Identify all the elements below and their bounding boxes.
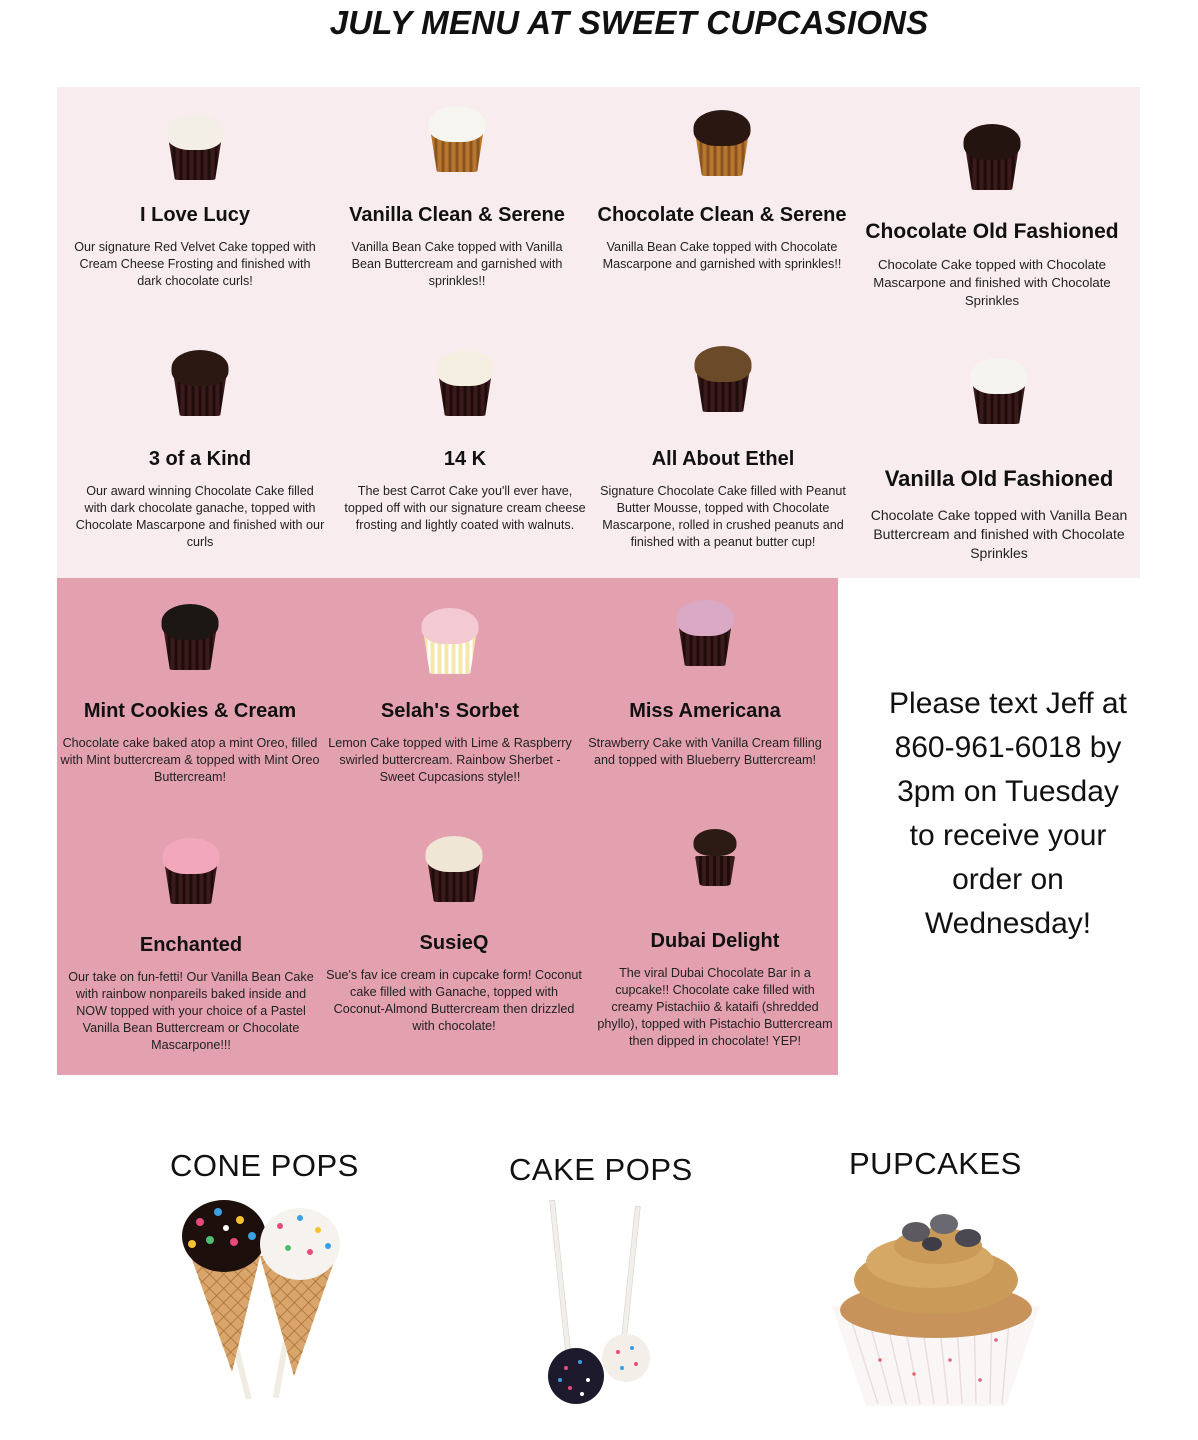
item-name: Vanilla Clean & Serene — [349, 204, 565, 226]
cupcake-image — [689, 830, 741, 886]
item-description: Lemon Cake topped with Lime & Raspberry swirled buttercream. Rainbow Sherbet - Sweet Cupcasions style!! — [328, 736, 572, 784]
item-name: 3 of a Kind — [148, 448, 252, 470]
cupcake-image — [155, 590, 225, 670]
item-name: Dubai Delight — [650, 930, 780, 952]
order-line: to receive your — [909, 819, 1107, 852]
menu-item-chocolate-clean-serene — [592, 100, 852, 273]
item-name: Miss Americana — [629, 700, 781, 722]
menu-item-chocolate-old-fashioned — [858, 110, 1126, 310]
cupcake-image — [415, 590, 485, 674]
menu-item-susieq — [326, 820, 582, 1035]
cupcake-image — [964, 352, 1034, 424]
item-name: Chocolate Clean & Serene — [597, 204, 847, 226]
order-line: 3pm on Tuesday — [897, 775, 1119, 808]
item-name: Vanilla Old Fashioned — [884, 466, 1114, 491]
item-name: SusieQ — [419, 932, 489, 954]
item-name: I Love Lucy — [139, 204, 251, 226]
menu-item-vanilla-clean-serene — [336, 100, 578, 290]
cupcake-frosting — [422, 608, 479, 644]
menu-title: JULY MENU AT SWEET CUPCASIONS — [329, 4, 929, 41]
item-description: Our signature Red Velvet Cake topped with Cream Cheese Frosting and finished with dark chocolate curls! — [74, 240, 316, 288]
cupcake-image — [687, 100, 757, 176]
menu-item-selahs-sorbet — [326, 590, 574, 786]
item-description: Our take on fun-fetti! Our Vanilla Bean Cake with rainbow nonpareils baked inside and NOW topped with your choice of a Pastel Vanilla Bean Buttercream or Chocolate Mascarpone!!! — [68, 970, 314, 1052]
item-description: The viral Dubai Chocolate Bar in a cupcake!! Chocolate cake filled with creamy Pistachiio & kataifi (shredded phyllo), topped with Pistachio Buttercream then dipped in chocolate! YEP! — [597, 966, 833, 1048]
cupcake-frosting — [163, 838, 220, 874]
cupcake-frosting — [964, 124, 1021, 160]
item-description: Vanilla Bean Cake topped with Chocolate Mascarpone and garnished with sprinkles!! — [602, 240, 842, 271]
cupcake-wrapper — [695, 856, 735, 886]
cupcake-frosting — [694, 110, 751, 146]
cupcake-frosting — [971, 358, 1028, 394]
cupcake-frosting — [429, 106, 486, 142]
menu-item-mint-cookies-cream — [60, 590, 320, 786]
item-name: Chocolate Old Fashioned — [865, 220, 1119, 243]
cupcake-frosting — [677, 600, 734, 636]
item-name: Selah's Sorbet — [380, 700, 520, 722]
item-description: Signature Chocolate Cake filled with Peanut Butter Mousse, topped with Chocolate Mascarpone, rolled in crushed peanuts and finished with a peanut butter cup! — [600, 484, 846, 549]
pupcakes-title: PUPCAKES — [849, 1146, 1022, 1181]
menu-item-14k — [342, 344, 588, 534]
menu-item-all-about-ethel — [592, 344, 854, 551]
item-description: Chocolate Cake topped with Chocolate Mascarpone and finished with Chocolate Sprinkles — [873, 257, 1111, 308]
cupcake-image — [957, 110, 1027, 190]
menu-item-vanilla-old-fashioned — [856, 352, 1142, 563]
item-description: Chocolate cake baked atop a mint Oreo, filled with Mint buttercream & topped with Mint Oreo Buttercream! — [60, 736, 320, 784]
cone-pops-title: CONE POPS — [170, 1148, 359, 1183]
cake-pops-illustration — [540, 1196, 660, 1416]
order-line: 860-961-6018 by — [894, 731, 1122, 764]
cupcake-frosting — [167, 114, 224, 150]
cupcake-image — [422, 100, 492, 172]
order-instructions — [858, 682, 1158, 946]
pupcake-illustration — [820, 1210, 1050, 1410]
cupcake-image — [156, 822, 226, 904]
order-line: Please text Jeff at — [889, 687, 1127, 720]
menu-item-dubai-delight — [596, 830, 834, 1050]
menu-item-miss-americana — [576, 590, 834, 769]
cupcake-frosting — [426, 836, 483, 872]
cupcake-image — [160, 100, 230, 180]
cone-pops-illustration — [160, 1196, 350, 1406]
item-description: Our award winning Chocolate Cake filled with dark chocolate ganache, topped with Chocolate Mascarpone and finished with our curls — [75, 484, 325, 549]
menu-item-enchanted — [60, 822, 322, 1054]
cupcake-frosting — [172, 350, 229, 386]
cupcake-image — [430, 344, 500, 416]
order-line: order on — [952, 863, 1064, 896]
item-name: Enchanted — [139, 934, 243, 956]
cupcake-frosting — [695, 346, 752, 382]
item-name: 14 K — [443, 448, 487, 470]
cupcake-frosting — [162, 604, 219, 640]
cake-pops-title: CAKE POPS — [509, 1152, 693, 1187]
item-description: Sue's fav ice cream in cupcake form! Coconut cake filled with Ganache, topped with Coconut-Almond Buttercream then drizzled with chocolate! — [326, 968, 582, 1033]
cupcake-frosting — [694, 829, 737, 856]
item-name: Mint Cookies & Cream — [83, 700, 297, 722]
menu-item-i-love-lucy — [66, 100, 324, 290]
item-description: The best Carrot Cake you'll ever have, topped off with our signature cream cheese frosting and lightly coated with walnuts. — [344, 484, 586, 532]
item-description: Vanilla Bean Cake topped with Vanilla Bean Buttercream and garnished with sprinkles!! — [351, 240, 563, 288]
item-description: Strawberry Cake with Vanilla Cream filling and topped with Blueberry Buttercream! — [588, 736, 822, 767]
cupcake-image — [670, 590, 740, 666]
item-name: All About Ethel — [651, 448, 795, 470]
item-description: Chocolate Cake topped with Vanilla Bean Buttercream and finished with Chocolate Sprinkles — [870, 507, 1128, 561]
cupcake-frosting — [437, 350, 494, 386]
cupcake-image — [688, 344, 758, 412]
menu-item-3-of-a-kind — [70, 344, 330, 551]
cupcake-image — [165, 344, 235, 416]
order-line: Wednesday! — [924, 907, 1092, 940]
cupcake-image — [419, 820, 489, 902]
